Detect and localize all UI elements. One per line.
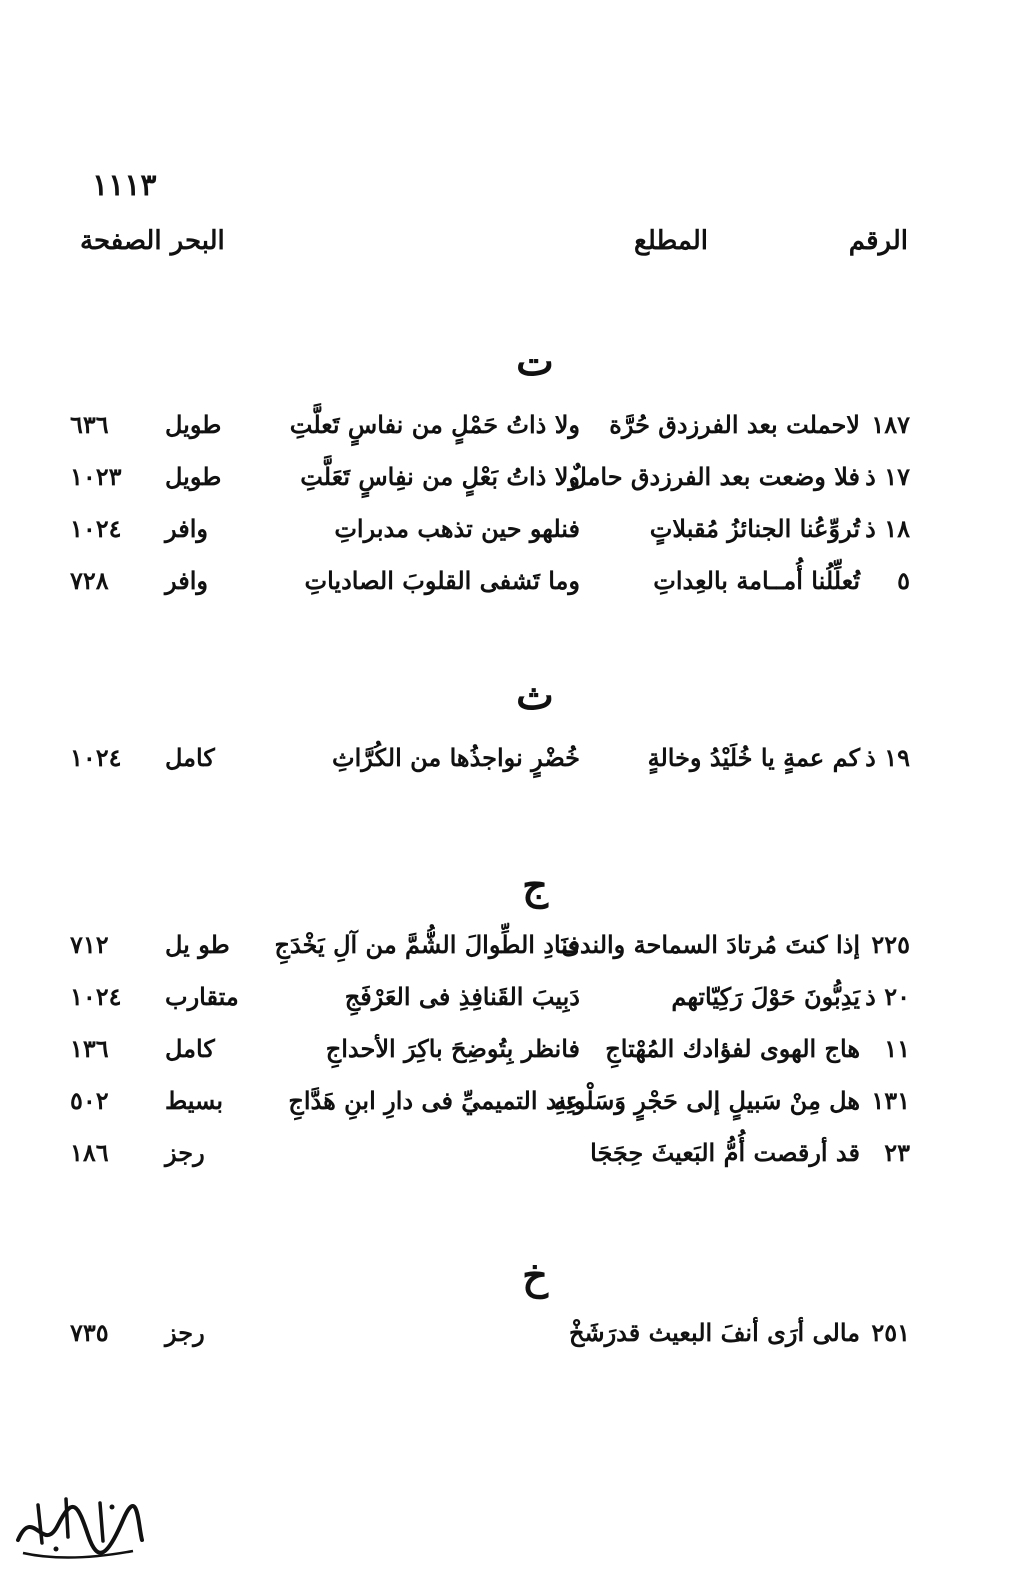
calligraphy-stamp-logo [8,1485,148,1565]
entry-meter: بسيط [165,1086,224,1115]
section-letter-jim: ج [522,862,548,909]
entry-page: ١٠٢٤ [70,743,122,772]
section-letter-ta: ت [516,338,554,385]
entry-meter: طويل [165,410,222,439]
entry-number: ١١ [884,1034,910,1063]
entry-hemistich-1: تُروِّعُنا الجنائزُ مُقبلاتٍ [649,514,860,543]
entry-row [70,462,910,506]
entry-page: ٦٣٦ [70,410,109,439]
entry-hemistich-2: فنلهو حين تذهب مدبراتِ [334,514,580,543]
entry-meter: رجز [165,1138,205,1167]
entry-row [70,566,910,610]
entry-hemistich-1: كم عمةٍ يا خُلَيْدُ وخالةٍ [647,743,860,772]
entry-page: ١٨٦ [70,1138,109,1167]
entry-hemistich-2: فانظر بِتُوضِحَ باكِرَ الأحداجِ [325,1034,580,1063]
section-letter-tha: ث [516,672,554,719]
entry-page: ١٠٢٣ [70,462,122,491]
entry-row [70,410,910,454]
entry-hemistich-2: ولا ذاتُ حَمْلٍ من نفاسٍ تَعلَّتِ [289,410,580,439]
entry-hemistich-1: تُعلِّلُنا أُمــامة بالعِداتِ [653,566,860,595]
entry-number: ١٧ ذ [865,462,910,491]
entry-hemistich-2: ولا ذاتُ بَعْلٍ من نفِاسٍ تَعَلَّتِ [300,462,580,491]
entry-number: ٢٠ ذ [865,982,910,1011]
entry-hemistich-1: مالى أرَى أنفَ البعيث قدرَشَخْ [568,1318,860,1347]
entry-meter: كامل [165,1034,215,1063]
entry-page: ١٣٦ [70,1034,109,1063]
entry-row [70,930,910,974]
entry-hemistich-2: دَبِيبَ القَنافِذِ فى العَرْفَجِ [344,982,580,1011]
entry-meter: وافر [165,566,208,595]
entry-hemistich-1: هاج الهوى لفؤادك المُهْتاجِ [605,1034,860,1063]
entry-page: ١٠٢٤ [70,514,122,543]
entry-meter: وافر [165,514,208,543]
page-number: ١١١٣ [92,168,157,203]
entry-hemistich-2: وما تَشفى القلوبَ الصادياتِ [304,566,580,595]
entry-number: ٢٥١ [871,1318,910,1347]
entry-page: ٧٢٨ [70,566,109,595]
entry-page: ٧٣٥ [70,1318,109,1347]
entry-row [70,1318,910,1362]
entry-hemistich-1: يَدِبُّونَ حَوْلَ رَكِيّاتهم [671,982,860,1011]
entry-number: ٥ [897,566,910,595]
entry-number: ٢٣ [884,1138,910,1167]
entry-row [70,1138,910,1182]
entry-meter: كامل [165,743,215,772]
entry-meter: طو يل [165,930,230,959]
entry-hemistich-1: قد أرقصت أُمُّ البَعيثَ حِجَجَا [590,1138,860,1167]
section-letter-kha: خ [522,1252,548,1299]
entry-row [70,743,910,787]
entry-meter: متقارب [165,982,239,1011]
entry-number: ١٨٧ [871,410,910,439]
header-number: الرقم [848,226,908,256]
entry-hemistich-1: إذا كنتَ مُرتادَ السماحة والندى [561,930,860,959]
header-meter-page: البحر الصفحة [80,226,225,256]
entry-hemistich-2: فنَادِ الطِّوالَ الشُّمَّ من آلِ يَخْدَجِ [274,930,580,959]
entry-page: ١٠٢٤ [70,982,122,1011]
entry-meter: طويل [165,462,222,491]
entry-row [70,514,910,558]
entry-hemistich-2: خُضْرٍ نواجذُها من الكُرَّاثِ [332,743,580,772]
entry-hemistich-1: فلا وضعت بعد الفرزدق حاملٌ [569,462,860,491]
header-opening: المطلع [634,226,708,256]
entry-row [70,1034,910,1078]
entry-number: ٢٢٥ [871,930,910,959]
entry-hemistich-1: هل مِنْ سَبيلٍ إلى حَجْرٍ وَسَلْوتِهِ [554,1086,860,1115]
entry-row [70,982,910,1026]
entry-meter: رجز [165,1318,205,1347]
entry-page: ٥٠٢ [70,1086,109,1115]
entry-row [70,1086,910,1130]
entry-hemistich-2: عند التميميِّ فى دارِ ابنِ هَدَّاجِ [288,1086,580,1115]
entry-page: ٧١٢ [70,930,109,959]
entry-number: ١٨ ذ [865,514,910,543]
entry-hemistich-1: لاحملت بعد الفرزدق حُرَّة [609,410,860,439]
entry-number: ١٩ ذ [865,743,910,772]
entry-number: ١٣١ [871,1086,910,1115]
